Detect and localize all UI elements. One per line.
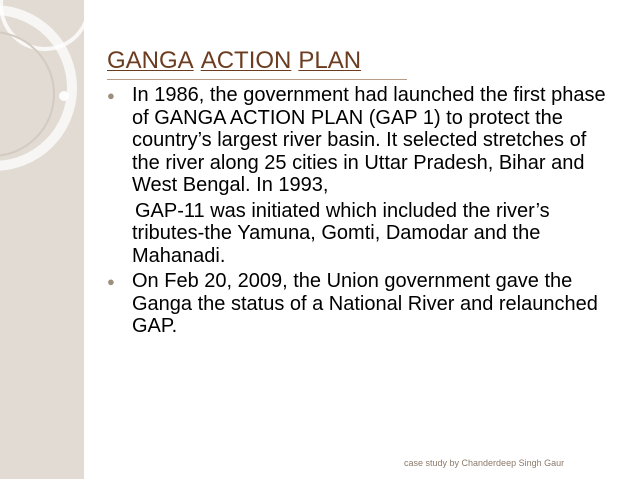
title-word-ganga: GANGA [107,47,194,74]
bullet-marker-icon: ● [107,88,115,103]
title-word-action: ACTION [200,47,292,74]
title-word-plan: PLAN [298,47,362,74]
bullet-paragraph: On Feb 20, 2009, the Union government gave the Ganga the status of a National River and relaunched GAP. [132,270,598,337]
footer-credit: case study by Chanderdeep Singh Gaur [404,458,565,468]
bullet-marker-icon: ● [107,274,115,289]
bullet-paragraph-continued: GAP-11 was initiated which included the river’s tributes-the Yamuna, Gomti, Damodar and the Mahanadi. [132,199,550,267]
bullet-list [107,84,612,338]
sidebar-band [0,0,84,479]
title-divider [107,79,407,80]
bullet-item-national-river [107,270,612,338]
slide-title [107,45,361,77]
bullet-paragraph: In 1986, the government had launched the first phase of GANGA ACTION PLAN (GAP 1) to protect the country’s largest river basin. It selected stretches of the river along 25 cities in Uttar Pradesh, Bihar and West Bengal. In 1993, [132,84,606,196]
bullet-item-gap-history [107,84,612,267]
